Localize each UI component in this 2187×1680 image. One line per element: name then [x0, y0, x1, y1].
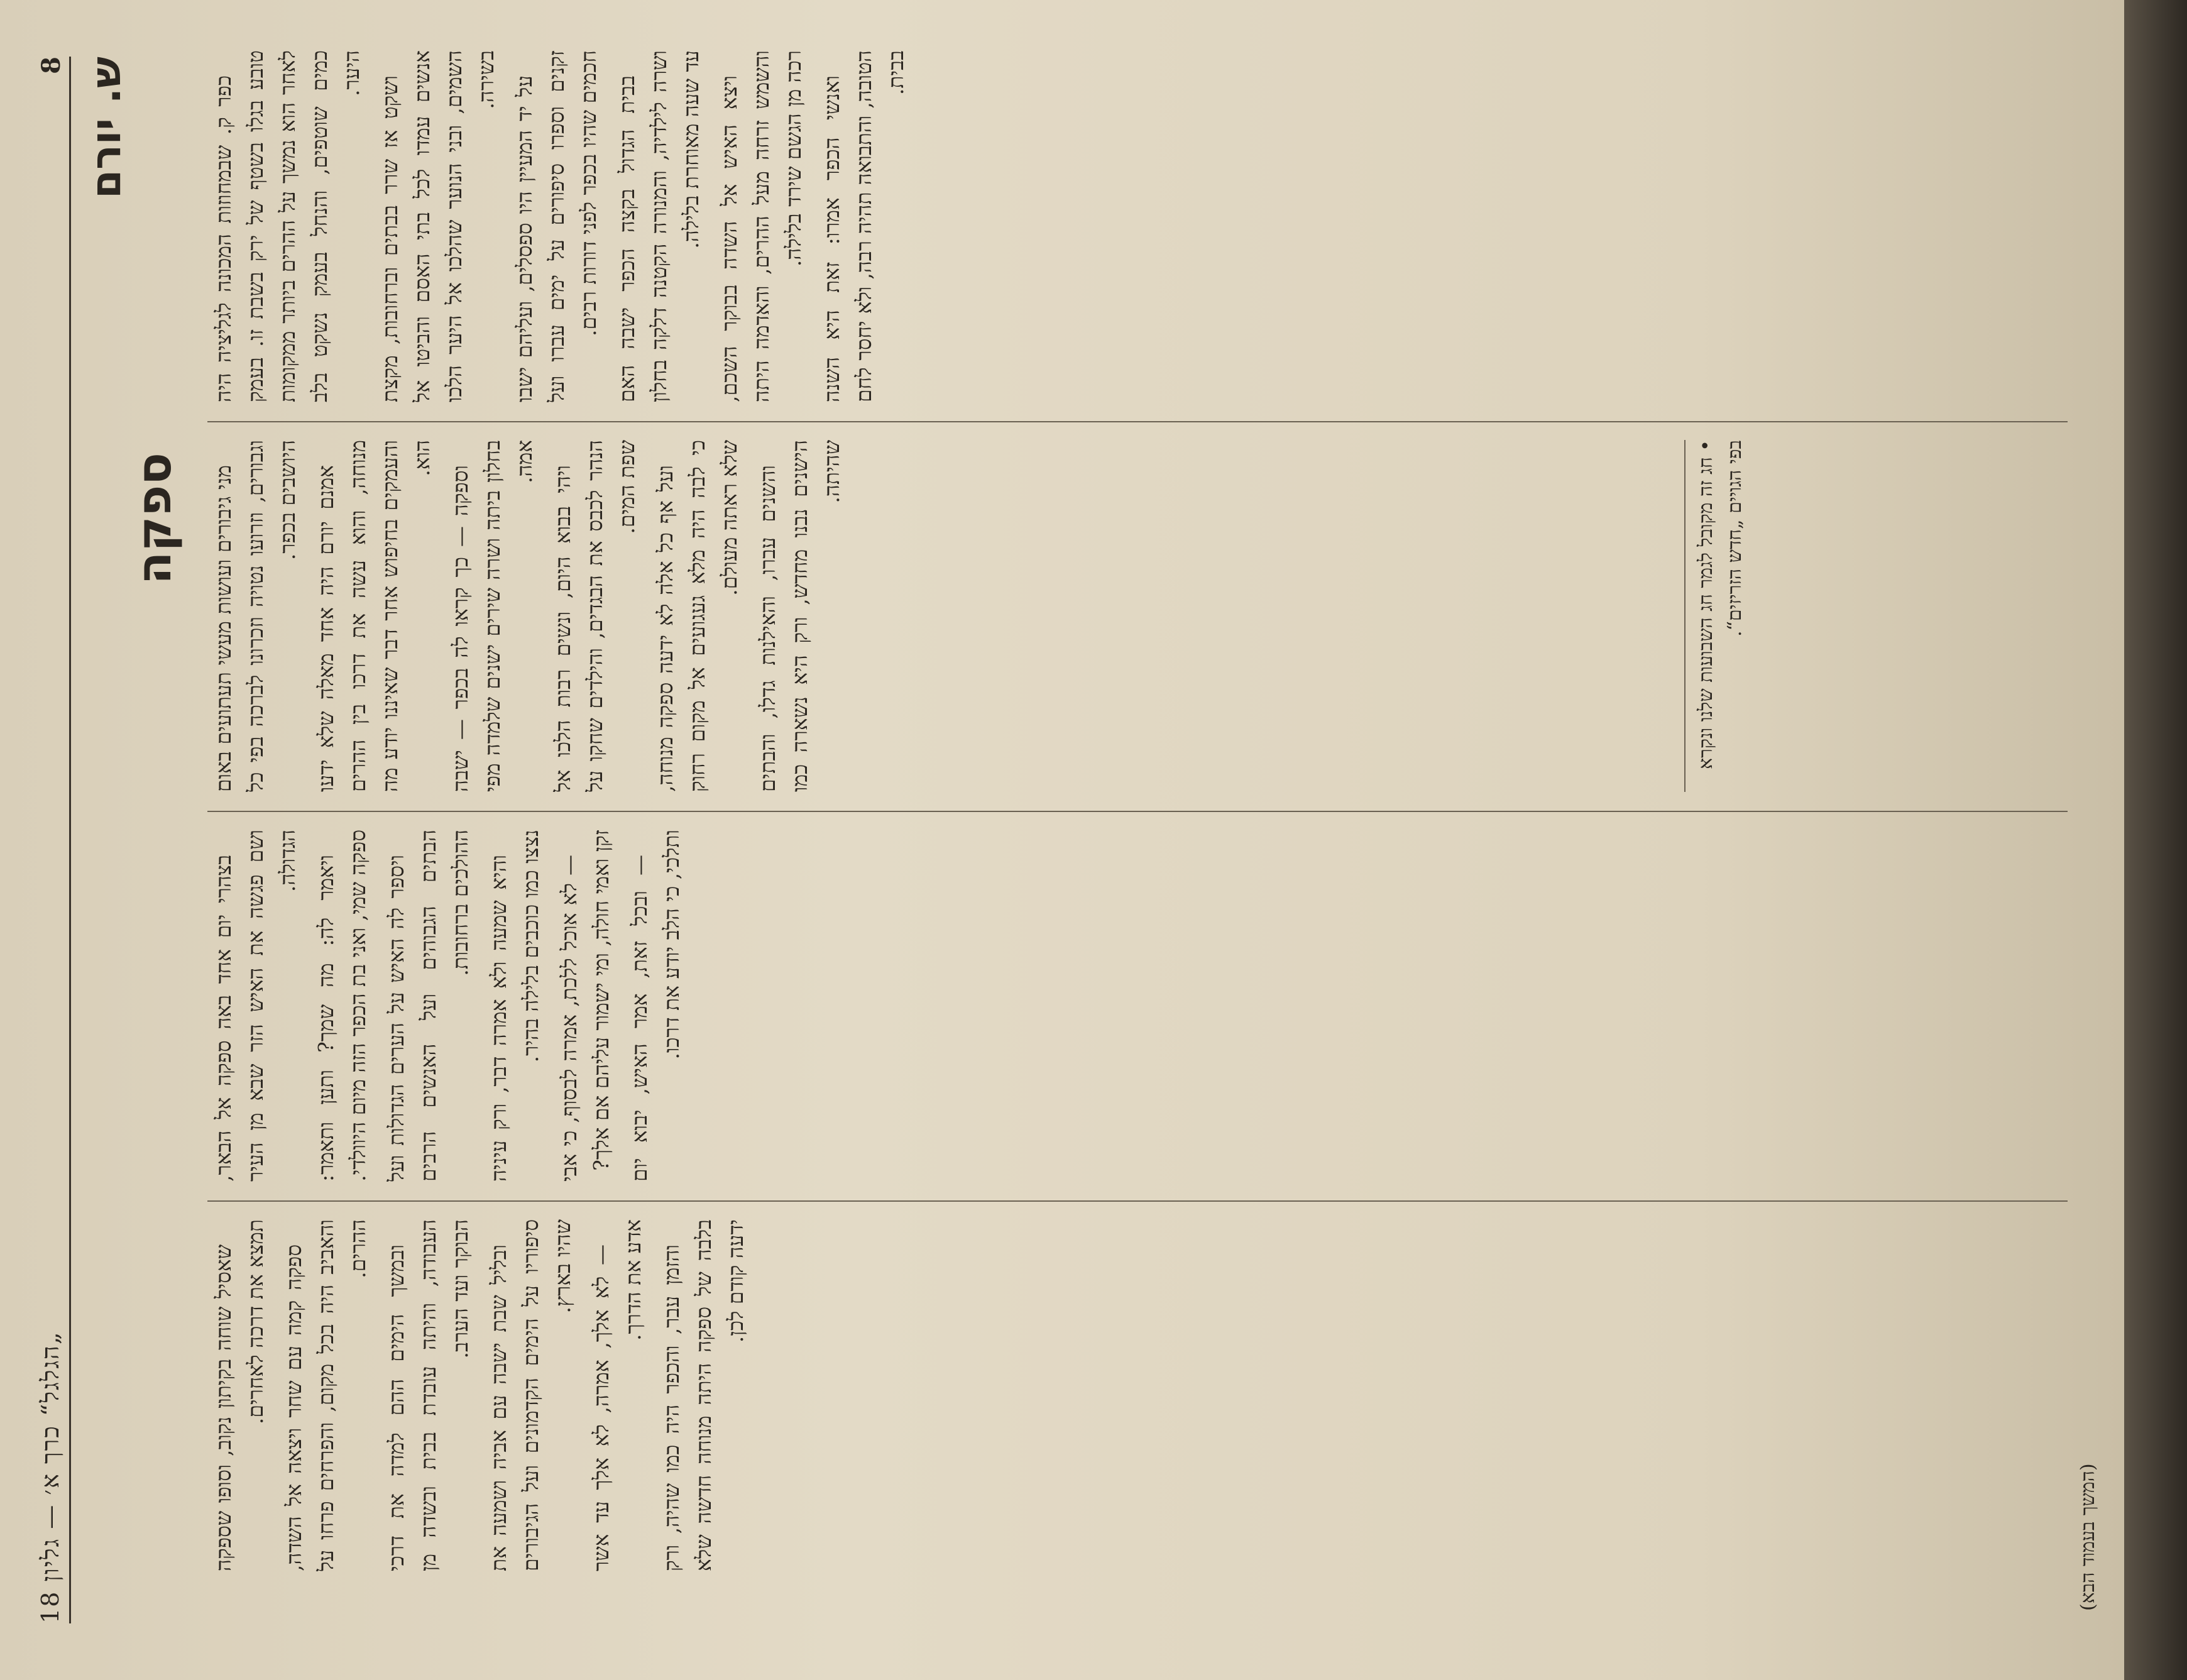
column-divider	[207, 1200, 2068, 1202]
paragraph: — לא אוכל ללכת, אמרה לבסוף, כי אבי זקן ואמי חולה, ומי ישמור עליהם אם אלך?	[557, 830, 613, 1182]
paragraph: בצהרי יום אחד באה ספקה אל הבאר, ושם פגשה את האיש הזר שבא מן העיר הגדולה.	[211, 830, 300, 1182]
paragraph: מני גיבורים ועושות מעשי תעתועים באום וגבורים, וזרועו נטויה וזכרונו לברכה בפי כל היושבים בכפר.	[211, 440, 300, 792]
footnote: • חג זה מקובל לגמר חג השבועות שלנו ונקרא בפי הגויים „חדש הזריזים“.	[1684, 440, 1750, 792]
column-divider	[207, 811, 2068, 812]
page-header	[25, 57, 71, 1623]
page-number: 8	[36, 57, 66, 74]
article-author: ש. יורם	[82, 57, 130, 199]
text-column-4	[207, 1219, 2080, 1571]
paragraph: ושקט אז שרר בבתים וברחובות, מקצת אנשים עמדו לכל בתי האסם והביטו אל השמים, ובני הנוער שהלכו אל היער הלכו בשירה.	[378, 50, 498, 402]
text-column-3	[207, 830, 2080, 1182]
paragraph: ובמשך הימים ההם למדה את דרכי העבודה, והיתה עובדת בבית ובשדה מן הבוקר ועד הערב.	[384, 1219, 473, 1571]
text-column-2	[207, 440, 2080, 792]
paragraph: והזמן עבר, והכפר היה כמו שהיה, ורק בלבה של ספקה היתה מנוחה חדשה שלא ידעה קודם לכן.	[659, 1219, 748, 1571]
paragraph: ויאמר לה: מה שמך? ותען ותאמר: ספקה שמי, ואני בת הכפר הזה מיום היוולדי.	[314, 830, 370, 1182]
paragraph: וספקה — כך קראו לה בכפר — ישבה בחלון ביתה ושרה שירים ישנים שלמדה מפי אמה.	[448, 440, 537, 792]
paragraph: — ובכל זאת, אמר האיש, יבוא יום ותלכי, כי הלב יודע את דרכו.	[627, 830, 684, 1182]
text-column-1	[207, 50, 2080, 402]
paragraph: על יד המעיין היו ספסלים, ועליהם ישבו זקנים וספרו סיפורים על ימים עברו ועל חכמים שהיו בכפר לפני דורות רבים.	[512, 50, 601, 402]
paragraph: והיא שמעה ולא אמרה דבר, ורק עיניה נצצו כמו כוכבים בלילה בהיר.	[486, 830, 543, 1182]
paragraph: ועל אף כל אלה לא ידעה ספקה מנוחה, כי לבה היה מלא געגועים אל מקום רחוק שלא ראתה מעולם.	[653, 440, 742, 792]
article-title: ספקה	[126, 453, 182, 585]
paragraph: ויצא האיש אל השדה בבוקר השכם, והשמש זרחה מעל ההרים, והאדמה היתה רכה מן הגשם שירד בלילה.	[717, 50, 806, 402]
paragraph: אמנם יורם היה אחד מאלה שלא ידעו מנוחה, והוא עשה את דרכו בין ההרים והעמקים בחיפוש אחר דבר שאיננו יודע מה הוא.	[314, 440, 434, 792]
paragraph: ויהי בבוא היום, ונשים רבות הלכו אל הנהר לכבס את הבגדים, והילדים שחקו על שפת המים.	[551, 440, 639, 792]
continued-note: (המשך בעמוד הבא)	[2077, 1463, 2099, 1611]
paragraph: והשנים עברו, והאילנות גדלו, והבתים הישנים נבנו מחדש, ורק היא נשארה כמו שהיתה.	[755, 440, 844, 792]
paragraph: בבית הגדול בקצה הכפר ישבה האם ושרה לילדיה, והמנורה הקטנה דלקה בחלון עד שעה מאוחרת בלילה.	[615, 50, 703, 402]
paragraph: ובליל שבת ישבה עם אביה ושמעה את סיפוריו על הימים הקדמונים ועל הגיבורים שהיו בארץ.	[486, 1219, 575, 1571]
paragraph: ואנשי הכפר אמרו: זאת היא השנה הטובה, והתבואה תהיה רבה, ולא יחסר לחם בבית.	[819, 50, 908, 402]
column-divider	[207, 421, 2068, 422]
page-edge-shadow	[2124, 0, 2187, 1680]
paragraph: כפר ק. שבמחוזות המכונה לגליציה היה טובע בגלו בשטף של ירק בשבת זו. בעמק לאחר הוא נמשך על ההרים ביותר ממקומות כמים שוטפים, והנחל בעמק נשקט בלב היער.	[211, 50, 364, 402]
paragraph: — לא אלך, אמרה, לא אלך עד אשר אדע את הדרך.	[589, 1219, 645, 1571]
paragraph: ספקה קמה עם שחר ויצאה אל השדה, והאביב היה בכל מקום, והפרחים פרחו על ההרים.	[282, 1219, 370, 1571]
periodical-name: „הגלגל“ כרך א׳ — גליון 18	[36, 1331, 64, 1623]
paragraph: שאסיל שוחה בקיתון נקוב, וסופו שספקה תמצא את דרכה לאחרים.	[211, 1219, 268, 1571]
paragraph: ויספר לה האיש על הערים הגדולות ועל הבתים הגבוהים ועל האנשים הרבים ההולכים ברחובות.	[384, 830, 473, 1182]
